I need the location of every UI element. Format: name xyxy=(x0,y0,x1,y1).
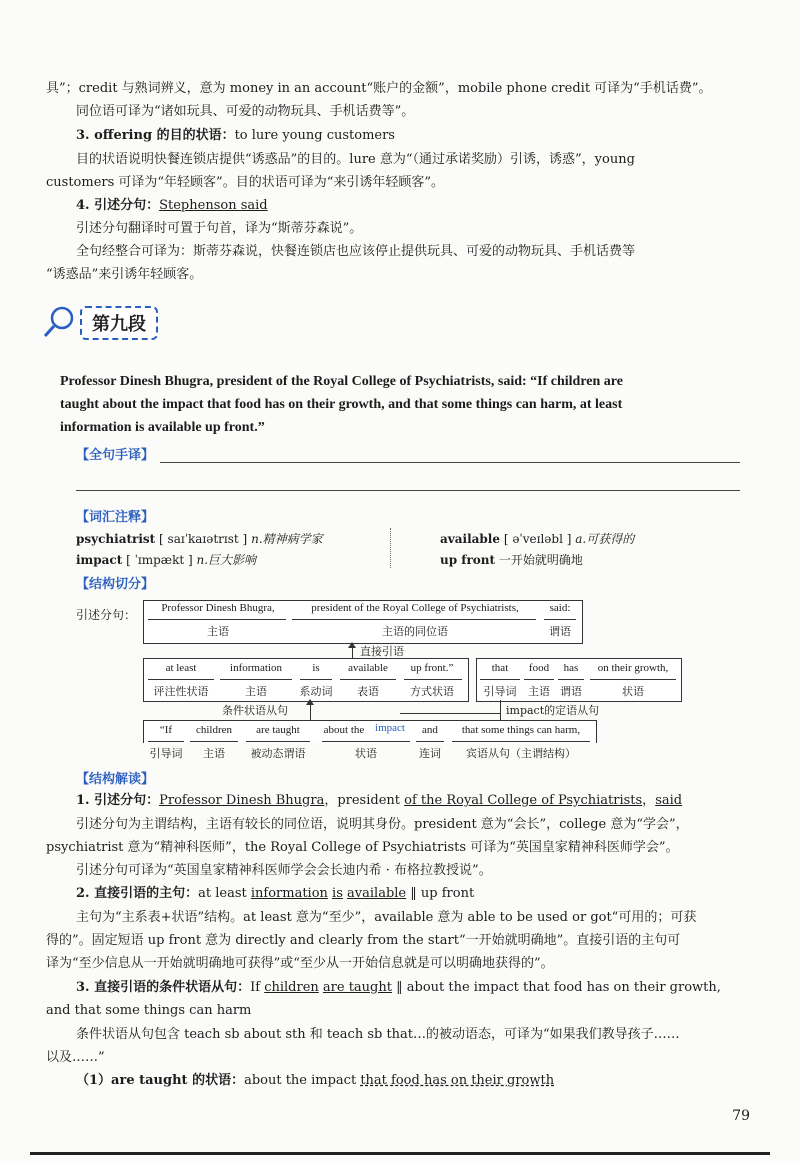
diagram-word: “If xyxy=(159,724,173,736)
underline xyxy=(292,619,536,620)
diagram-role: 评注性状语 xyxy=(153,685,209,698)
vocab-def: 一开始就明确地 xyxy=(498,553,583,567)
text-line: “诱惑品”来引诱年轻顾客。 xyxy=(46,267,203,282)
diagram-role: 状语 xyxy=(622,685,644,698)
diagram-word: that xyxy=(491,662,509,674)
subheading-text: Stephenson said xyxy=(159,198,268,213)
verb: said xyxy=(655,793,683,808)
text-line: 具”；credit 与熟词辨义，意为 money in an account“账户的金额”，mobile phone credit 可译为“手机话费”。 xyxy=(46,81,712,96)
diagram-word: has xyxy=(563,662,579,674)
text: ，president xyxy=(324,793,405,808)
underline xyxy=(590,679,676,680)
subheading xyxy=(76,127,776,144)
diagram-word: information xyxy=(230,662,282,674)
text-line: 引述分句可译为“英国皇家精神科医师学会会长迪内希 · 布格拉教授说”。 xyxy=(76,863,492,878)
subheading-text: to lure young customers xyxy=(234,128,395,143)
diagram-word: at least xyxy=(165,662,197,674)
text: ‖ up front xyxy=(406,886,475,901)
diagram-word: and xyxy=(422,724,438,736)
heading-num: 1. 引述分句： xyxy=(76,793,160,808)
text-line: customers 可译为“年轻顾客”。目的状语可译为“来引诱年轻顾客”。 xyxy=(46,175,444,190)
text: If xyxy=(250,980,265,995)
text: about the impact xyxy=(244,1073,361,1088)
underline xyxy=(416,741,444,742)
underline xyxy=(148,741,184,742)
heading-num: 2. 直接引语的主句： xyxy=(76,886,199,901)
divider xyxy=(390,528,391,568)
attr-clause: that food has on their growth xyxy=(360,1073,555,1088)
heading-num: 3. 直接引语的条件状语从句： xyxy=(76,980,251,995)
diagram-word: children xyxy=(195,724,233,736)
text-line: 全句经整合可译为：斯蒂芬森说，快餐连锁店也应该停止提供玩具、可爱的动物玩具、手机话费等 xyxy=(76,244,636,259)
analysis-heading xyxy=(76,885,776,902)
structure-label: 【结构切分】 xyxy=(76,577,155,592)
text-line: 引述分句翻译时可置于句首，译为“斯蒂芬森说”。 xyxy=(76,221,363,236)
underline xyxy=(220,679,292,680)
vocab-phonetic: [ ˈɪmpækt ] xyxy=(126,553,193,567)
diagram-word: president of the Royal College of Psychiatrists, xyxy=(311,602,519,614)
arrow-icon xyxy=(348,642,356,648)
footer-rule xyxy=(30,1152,770,1155)
subheading-num: 4. 引述分句： xyxy=(76,198,160,213)
underline xyxy=(148,679,214,680)
text: ‖ about the impact that food has on their growth, xyxy=(391,980,721,995)
direct-quote-label: 直接引语 xyxy=(360,645,404,658)
connector xyxy=(500,700,501,720)
subject: children xyxy=(264,980,319,995)
diagram-role: 宾语从句（主谓结构） xyxy=(466,747,576,760)
diagram-word: Professor Dinesh Bhugra, xyxy=(161,602,275,614)
diagram-word: is xyxy=(312,662,320,674)
underline xyxy=(404,679,462,680)
diagram-role: 连词 xyxy=(419,747,441,760)
text-line: 主句为“主系表+状语”结构。at least 意为“至少”，available 意为 able to be used or got“可用的；可获 xyxy=(76,910,697,925)
vocab-item xyxy=(76,530,323,547)
text-line: 以及……” xyxy=(46,1050,105,1065)
analysis-heading xyxy=(76,792,776,809)
vocab-word: psychiatrist xyxy=(76,532,156,546)
analysis-label: 【结构解读】 xyxy=(76,772,155,787)
english-line: Professor Dinesh Bhugra, president of the Royal College of Psychiatrists, said: “If children are xyxy=(60,374,623,389)
diagram-word: about the xyxy=(323,724,365,736)
underline xyxy=(190,741,238,742)
underline xyxy=(148,619,286,620)
verb: are taught xyxy=(322,980,392,995)
text: at least xyxy=(198,886,251,901)
underline xyxy=(322,741,410,742)
attr-clause-label: impact的定语从句 xyxy=(506,704,600,717)
underline xyxy=(480,679,520,680)
connector xyxy=(400,713,500,714)
text: ， xyxy=(642,793,656,808)
answer-line xyxy=(160,462,740,463)
text-line: psychiatrist 意为“精神科医师”，the Royal College of Psychiatrists 可译为“英国皇家精神科医师学会”。 xyxy=(46,840,679,855)
diagram-word: said: xyxy=(549,602,571,614)
subheading-num: 3. offering 的目的状语： xyxy=(76,128,235,143)
vocab-def: n.巨大影响 xyxy=(196,553,257,567)
analysis-heading xyxy=(76,979,776,996)
section-heading xyxy=(40,300,180,340)
vocab-item xyxy=(76,551,256,568)
subject: information xyxy=(250,886,328,901)
text-line: and that some things can harm xyxy=(46,1003,252,1018)
vocab-label: 【词汇注释】 xyxy=(76,510,155,525)
diagram-word: are taught xyxy=(256,724,300,736)
diagram-role: 主语 xyxy=(245,685,267,698)
appositive: of the Royal College of Psychiatrists xyxy=(404,793,643,808)
diagram-role: 表语 xyxy=(357,685,379,698)
diagram-role: 谓语 xyxy=(560,685,582,698)
vocab-word: up front xyxy=(440,553,496,567)
diagram-role: 主语 xyxy=(207,625,229,638)
diagram-word: up front.” xyxy=(410,662,454,674)
vocab-word: available xyxy=(440,532,500,546)
diagram-word: food xyxy=(528,662,550,674)
english-line: information is available up front.” xyxy=(60,420,265,435)
underline xyxy=(300,679,332,680)
text-line: 条件状语从句包含 teach sb about sth 和 teach sb that…的被动语态，可译为“如果我们教导孩子…… xyxy=(76,1027,680,1042)
diagram-word: available xyxy=(348,662,388,674)
text-line: 得的”。固定短语 up front 意为 directly and clearly from the start“一开始就明确地”。直接引语的主句可 xyxy=(46,933,681,948)
vocab-def: a.可获得的 xyxy=(575,532,635,546)
text-line: 目的状语说明快餐连锁店提供“诱惑品”的目的。lure 意为“（通过承诺奖励）引诱，诱惑”，young xyxy=(76,152,635,167)
diagram-role: 被动态谓语 xyxy=(250,747,306,760)
vocab-phonetic: [ əˈveɪləbl ] xyxy=(503,532,572,546)
diagram-role: 引导词 xyxy=(149,747,183,760)
page-number: 79 xyxy=(732,1108,750,1124)
underline xyxy=(544,619,576,620)
diagram-role: 主语的同位语 xyxy=(382,625,448,638)
diagram-word: that some things can harm, xyxy=(461,724,581,736)
vocab-phonetic: [ saɪˈkaɪətrɪst ] xyxy=(159,532,248,546)
arrow-icon xyxy=(306,699,314,705)
vocab-word: impact xyxy=(76,553,123,567)
diagram-word: on their growth, xyxy=(597,662,669,674)
text-line: 译为“至少信息从一开始就明确地可获得”或“至少从一开始信息就是可以明确地获得的”。 xyxy=(46,956,554,971)
subheading xyxy=(76,197,776,214)
diagram-role: 谓语 xyxy=(549,625,571,638)
section-title: 第九段 xyxy=(80,306,158,340)
diagram-word-impact: impact xyxy=(375,722,405,734)
diagram-role: 主语 xyxy=(528,685,550,698)
english-line: taught about the impact that food has on their growth, and that some things can harm, at least xyxy=(60,397,623,412)
diagram-role: 引导词 xyxy=(483,685,517,698)
underline xyxy=(558,679,584,680)
underline xyxy=(246,741,310,742)
diagram-role: 方式状语 xyxy=(410,685,454,698)
answer-line xyxy=(76,490,740,491)
diagram-role: 系动词 xyxy=(299,685,333,698)
magnifier-icon xyxy=(40,304,80,344)
vocab-item xyxy=(440,530,634,547)
complement: available xyxy=(347,886,407,901)
verb: is xyxy=(332,886,343,901)
underline xyxy=(340,679,396,680)
text-line: 同位语可译为“诸如玩具、可爱的动物玩具、手机话费等”。 xyxy=(76,104,415,119)
diagram-role: 主语 xyxy=(203,747,225,760)
text-line: 引述分句为主谓结构，主语有较长的同位语，说明其身份。president 意为“会长”，college 意为“学会”， xyxy=(76,817,689,832)
vocab-def: n.精神病学家 xyxy=(251,532,323,546)
heading-num: （1）are taught 的状语： xyxy=(76,1073,245,1088)
subject: Professor Dinesh Bhugra xyxy=(159,793,325,808)
quote-label: 引述分句： xyxy=(76,608,137,622)
analysis-subheading xyxy=(76,1072,776,1089)
underline xyxy=(524,679,554,680)
translation-label: 【全句手译】 xyxy=(76,448,155,463)
vocab-item xyxy=(440,551,583,568)
underline xyxy=(452,741,590,742)
diagram-role: 状语 xyxy=(355,747,377,760)
cond-clause-label: 条件状语从句 xyxy=(222,704,288,717)
